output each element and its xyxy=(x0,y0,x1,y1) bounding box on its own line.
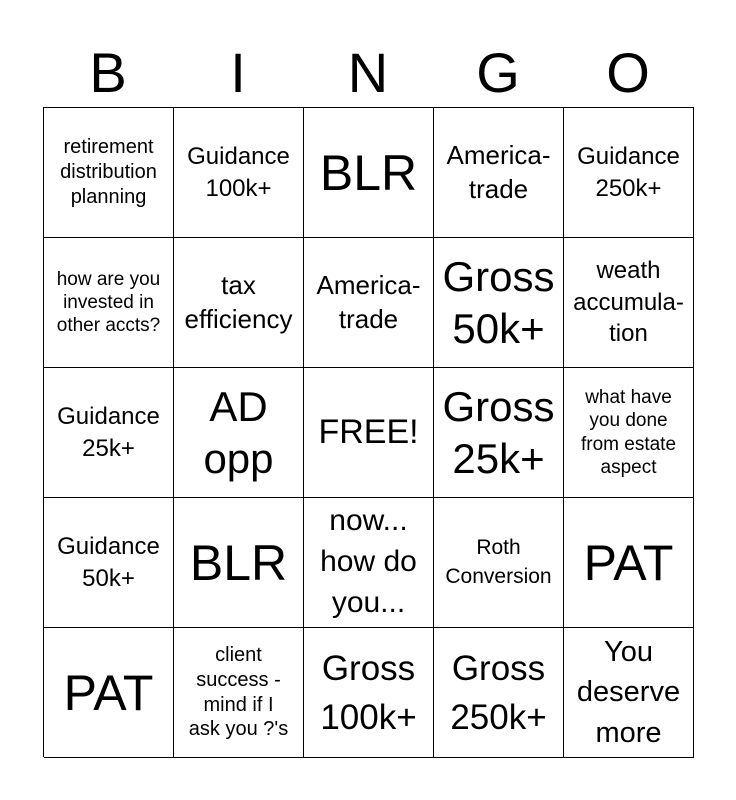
bingo-cell[interactable] xyxy=(44,498,174,628)
bingo-cell[interactable] xyxy=(434,628,564,758)
bingo-cell[interactable] xyxy=(564,238,694,368)
bingo-cell[interactable] xyxy=(44,368,174,498)
cell-text: Roth Conversion xyxy=(445,536,552,588)
cell-text: Gross 50k+ xyxy=(442,253,555,352)
cell-text: what have you done from estate aspect xyxy=(580,387,677,478)
bingo-cell[interactable] xyxy=(174,238,304,368)
bingo-cell[interactable] xyxy=(174,628,304,758)
cell-text: PAT xyxy=(63,664,154,721)
bingo-cell[interactable] xyxy=(44,628,174,758)
header-letter-n: N xyxy=(347,41,389,104)
cell-text: tax efficiency xyxy=(184,270,293,334)
cell-text: now... how do you... xyxy=(320,504,417,619)
cell-text: Guidance 100k+ xyxy=(187,142,290,202)
cell-text: BLR xyxy=(189,534,288,591)
bingo-cell[interactable] xyxy=(174,368,304,498)
cell-text: AD opp xyxy=(203,383,274,482)
bingo-cell[interactable] xyxy=(174,108,304,238)
bingo-cell[interactable] xyxy=(44,238,174,368)
bingo-cell[interactable] xyxy=(434,238,564,368)
cell-text: Gross 100k+ xyxy=(320,648,417,737)
bingo-board xyxy=(43,107,694,757)
bingo-cell[interactable] xyxy=(174,498,304,628)
cell-text: client success - mind if I ask you ?'s xyxy=(188,643,289,741)
cell-text: weath accumula- tion xyxy=(573,256,684,348)
bingo-cell[interactable] xyxy=(434,498,564,628)
header-letter-i: I xyxy=(230,41,246,104)
header-letter-g: G xyxy=(476,41,520,104)
bingo-cell[interactable] xyxy=(304,628,434,758)
cell-text: America- trade xyxy=(316,270,421,334)
cell-text: Guidance 25k+ xyxy=(57,402,160,462)
bingo-cell[interactable] xyxy=(564,498,694,628)
bingo-cell[interactable] xyxy=(564,108,694,238)
bingo-cell[interactable] xyxy=(304,108,434,238)
cell-text: how are you invested in other accts? xyxy=(56,268,161,337)
cell-text: You deserve more xyxy=(576,636,681,749)
bingo-cell free-space[interactable] xyxy=(304,368,434,498)
bingo-header xyxy=(43,40,693,106)
cell-text: Gross 250k+ xyxy=(450,648,547,737)
cell-text: FREE! xyxy=(318,412,419,451)
header-letter-b: B xyxy=(89,41,127,104)
bingo-cell[interactable] xyxy=(434,108,564,238)
bingo-cell[interactable] xyxy=(44,108,174,238)
cell-text: Gross 25k+ xyxy=(442,383,555,482)
bingo-cell[interactable] xyxy=(564,368,694,498)
bingo-cell[interactable] xyxy=(434,368,564,498)
cell-text: BLR xyxy=(319,144,418,201)
cell-text: PAT xyxy=(583,534,674,591)
cell-text: America- trade xyxy=(446,140,551,204)
bingo-cell[interactable] xyxy=(304,498,434,628)
cell-text: Guidance 50k+ xyxy=(57,532,160,592)
cell-text: Guidance 250k+ xyxy=(577,142,680,202)
header-letter-o: O xyxy=(606,41,650,104)
cell-text: retirement distribution planning xyxy=(60,136,157,208)
bingo-cell[interactable] xyxy=(304,238,434,368)
bingo-cell[interactable] xyxy=(564,628,694,758)
